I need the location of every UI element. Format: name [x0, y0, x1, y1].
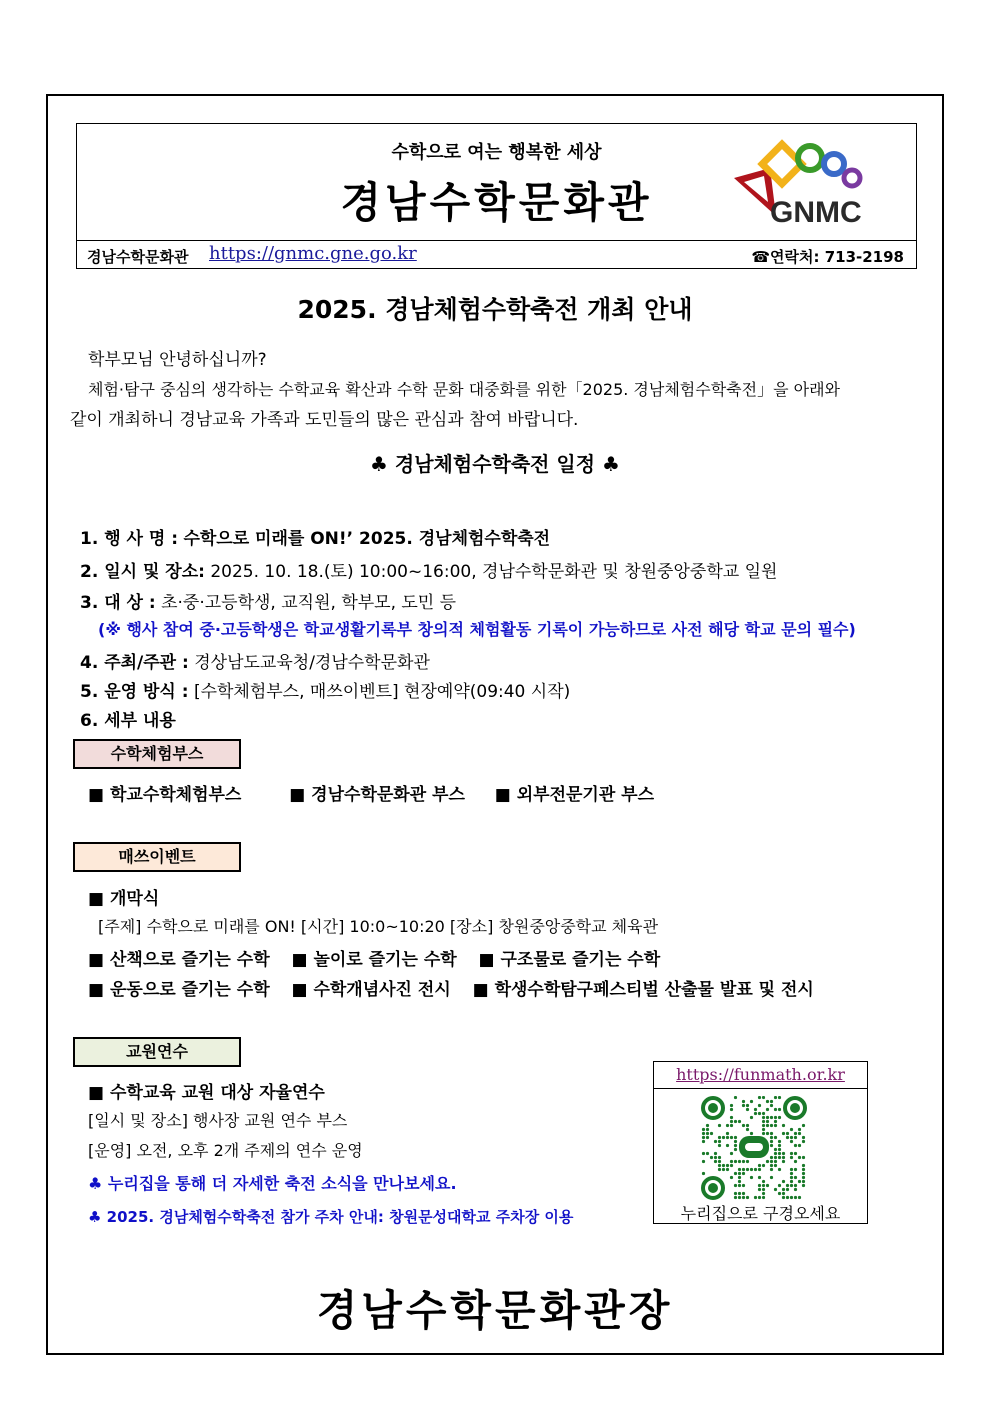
- qr-module: [730, 1136, 733, 1139]
- qr-module: [702, 1160, 705, 1163]
- qr-code[interactable]: [701, 1096, 807, 1200]
- qr-module: [782, 1180, 785, 1183]
- qr-module: [746, 1160, 749, 1163]
- qr-module: [722, 1164, 725, 1167]
- qr-module: [758, 1104, 761, 1107]
- item-operation-value: [수학체험부스, 매쓰이벤트] 현장예약(09:40 시작): [193, 682, 571, 702]
- qr-module: [782, 1192, 785, 1195]
- qr-module: [706, 1128, 709, 1131]
- qr-module: [734, 1184, 737, 1187]
- event-exercise: ■ 운동으로 즐기는 수학: [88, 980, 270, 1000]
- qr-module: [762, 1192, 765, 1195]
- qr-module: [742, 1172, 745, 1175]
- qr-module: [754, 1108, 757, 1111]
- qr-box: [653, 1061, 868, 1224]
- qr-module: [794, 1176, 797, 1179]
- item-operation-label: 5. 운영 방식 :: [80, 682, 189, 702]
- qr-module: [758, 1184, 761, 1187]
- qr-module: [766, 1132, 769, 1135]
- qr-module: [794, 1132, 797, 1135]
- qr-module: [754, 1168, 757, 1171]
- qr-module: [734, 1172, 737, 1175]
- item-host: [80, 648, 430, 673]
- qr-module: [718, 1160, 721, 1163]
- qr-module: [718, 1164, 721, 1167]
- qr-module: [774, 1116, 777, 1119]
- qr-module: [770, 1104, 773, 1107]
- qr-caption: 누리집으로 구경오세요: [680, 1204, 841, 1223]
- qr-module: [774, 1136, 777, 1139]
- qr-module: [790, 1156, 793, 1159]
- qr-module: [770, 1144, 773, 1147]
- schedule-heading: ♣ 경남체험수학축전 일정 ♣: [370, 452, 620, 476]
- qr-module: [702, 1136, 705, 1139]
- qr-module: [794, 1160, 797, 1163]
- item-target-label: 3. 대 상 :: [80, 593, 156, 613]
- qr-module: [738, 1184, 741, 1187]
- qr-module: [758, 1096, 761, 1099]
- event-walk: ■ 산책으로 즐기는 수학: [88, 950, 270, 970]
- item-detail-label: 6. 세부 내용: [80, 711, 176, 731]
- item-event-name: [80, 524, 550, 549]
- qr-module: [802, 1136, 805, 1139]
- qr-module: [702, 1152, 705, 1155]
- qr-module: [750, 1168, 753, 1171]
- header-contact: ☎연락처: 713-2198: [751, 248, 904, 266]
- qr-module: [762, 1180, 765, 1183]
- qr-module: [770, 1124, 773, 1127]
- qr-center-eyes: [745, 1143, 763, 1151]
- qr-module: [786, 1136, 789, 1139]
- qr-module: [794, 1136, 797, 1139]
- qr-module: [770, 1132, 773, 1135]
- qr-module: [790, 1140, 793, 1143]
- logo-text: GNMC: [770, 196, 862, 229]
- qr-module: [766, 1184, 769, 1187]
- qr-module: [738, 1196, 741, 1199]
- qr-module: [802, 1156, 805, 1159]
- qr-module: [702, 1140, 705, 1143]
- qr-module: [702, 1132, 705, 1135]
- qr-module: [790, 1168, 793, 1171]
- qr-module: [758, 1188, 761, 1191]
- qr-module: [746, 1168, 749, 1171]
- qr-module: [802, 1184, 805, 1187]
- qr-module: [758, 1176, 761, 1179]
- item-datetime-label: 2. 일시 및 장소:: [80, 562, 205, 582]
- qr-module: [778, 1168, 781, 1171]
- qr-module: [718, 1140, 721, 1143]
- qr-module: [798, 1196, 801, 1199]
- qr-module: [766, 1116, 769, 1119]
- qr-module: [774, 1148, 777, 1151]
- training-operation: [운영] 오전, 오후 2개 주제의 연수 운영: [88, 1141, 363, 1160]
- qr-module: [798, 1156, 801, 1159]
- booth-item-external: ■ 외부전문기관 부스: [494, 785, 655, 805]
- item-host-value: 경상남도교육청/경남수학문화관: [194, 653, 430, 673]
- event-row-2: [88, 975, 814, 1000]
- header-site-name: 경남수학문화관: [87, 248, 189, 266]
- qr-module: [738, 1180, 741, 1183]
- intro-line-1: 체험·탐구 중심의 생각하는 수학교육 확산과 수학 문화 대중화를 위한「2025. 경남체험수학축전」을 아래와: [88, 380, 840, 399]
- qr-module: [802, 1164, 805, 1167]
- qr-module: [778, 1116, 781, 1119]
- item-event-name-value: 수학으로 미래를 ON!’ 2025. 경남체험수학축전: [183, 529, 551, 549]
- qr-module: [726, 1144, 729, 1147]
- qr-module: [774, 1120, 777, 1123]
- qr-module: [790, 1152, 793, 1155]
- qr-module: [778, 1156, 781, 1159]
- qr-module: [706, 1152, 709, 1155]
- qr-module: [726, 1164, 729, 1167]
- qr-module: [770, 1168, 773, 1171]
- qr-module: [750, 1116, 753, 1119]
- qr-module: [758, 1196, 761, 1199]
- training-item: ■ 수학교육 교원 대상 자율연수: [88, 1083, 325, 1103]
- opening-item: ■ 개막식: [88, 889, 160, 909]
- notice-website: ♣ 누리집을 통해 더 자세한 축전 소식을 만나보세요.: [88, 1174, 457, 1193]
- qr-module: [770, 1156, 773, 1159]
- qr-module: [742, 1192, 745, 1195]
- qr-module: [790, 1180, 793, 1183]
- qr-module: [774, 1096, 777, 1099]
- qr-module: [734, 1136, 737, 1139]
- qr-module: [742, 1124, 745, 1127]
- qr-module: [782, 1188, 785, 1191]
- qr-module: [770, 1160, 773, 1163]
- qr-module: [734, 1192, 737, 1195]
- qr-module: [746, 1196, 749, 1199]
- qr-modules: [702, 1096, 805, 1199]
- qr-module: [746, 1104, 749, 1107]
- qr-module: [766, 1100, 769, 1103]
- qr-module: [770, 1116, 773, 1119]
- qr-module: [798, 1132, 801, 1135]
- qr-module: [710, 1132, 713, 1135]
- booth-items: [88, 780, 654, 805]
- qr-module: [766, 1108, 769, 1111]
- qr-finder-dot: [708, 1103, 718, 1113]
- qr-module: [770, 1140, 773, 1143]
- qr-module: [770, 1100, 773, 1103]
- event-festival: ■ 학생수학탐구페스티벌 산출물 발표 및 전시: [472, 980, 814, 1000]
- qr-module: [730, 1164, 733, 1167]
- qr-module: [718, 1124, 721, 1127]
- item-datetime: [80, 557, 777, 582]
- qr-module: [774, 1160, 777, 1163]
- item-target-value: 초·중·고등학생, 교직원, 학부모, 도민 등: [161, 593, 457, 613]
- target-note: (※ 행사 참여 중·고등학생은 학교생활기록부 창의적 체험활동 기록이 가능하므로 사전 해당 학교 문의 필수): [98, 620, 856, 639]
- opening-detail: [주제] 수학으로 미래를 ON! [시간] 10:0~10:20 [장소] 창원중앙중학교 체육관: [98, 917, 659, 936]
- qr-module: [786, 1184, 789, 1187]
- qr-module: [802, 1176, 805, 1179]
- item-detail: [80, 706, 176, 731]
- qr-module: [790, 1128, 793, 1131]
- qr-module: [774, 1188, 777, 1191]
- qr-module: [738, 1176, 741, 1179]
- qr-module: [762, 1164, 765, 1167]
- qr-module: [738, 1192, 741, 1195]
- qr-module: [794, 1152, 797, 1155]
- qr-module: [762, 1124, 765, 1127]
- qr-module: [734, 1096, 737, 1099]
- training-place: [일시 및 장소] 행사장 교원 연수 부스: [88, 1111, 348, 1130]
- qr-module: [726, 1132, 729, 1135]
- header-box: [76, 123, 917, 269]
- qr-module: [790, 1196, 793, 1199]
- greeting: 학부모님 안녕하십니까?: [88, 350, 267, 370]
- qr-module: [730, 1120, 733, 1123]
- qr-module: [802, 1168, 805, 1171]
- qr-module: [762, 1112, 765, 1115]
- qr-module: [786, 1132, 789, 1135]
- qr-module: [778, 1140, 781, 1143]
- qr-module: [794, 1168, 797, 1171]
- qr-module: [746, 1124, 749, 1127]
- qr-module: [766, 1124, 769, 1127]
- qr-module: [762, 1196, 765, 1199]
- qr-module: [714, 1152, 717, 1155]
- qr-module: [742, 1104, 745, 1107]
- qr-module: [782, 1160, 785, 1163]
- qr-module: [766, 1120, 769, 1123]
- qr-module: [778, 1144, 781, 1147]
- qr-module: [734, 1148, 737, 1151]
- qr-module: [738, 1168, 741, 1171]
- qr-module: [722, 1136, 725, 1139]
- qr-module: [790, 1172, 793, 1175]
- qr-module: [738, 1120, 741, 1123]
- qr-module: [770, 1164, 773, 1167]
- qr-module: [730, 1116, 733, 1119]
- qr-module: [714, 1160, 717, 1163]
- qr-module: [718, 1136, 721, 1139]
- qr-module: [762, 1188, 765, 1191]
- qr-module: [798, 1180, 801, 1183]
- qr-module: [750, 1100, 753, 1103]
- qr-module: [742, 1184, 745, 1187]
- qr-module: [786, 1188, 789, 1191]
- qr-module: [754, 1196, 757, 1199]
- qr-module: [790, 1184, 793, 1187]
- qr-module: [738, 1160, 741, 1163]
- event-photo: ■ 수학개념사진 전시: [291, 980, 451, 1000]
- booth-item-gnmc: ■ 경남수학문화관 부스: [289, 785, 465, 805]
- qr-module: [742, 1196, 745, 1199]
- qr-module: [782, 1124, 785, 1127]
- item-host-label: 4. 주최/주관 :: [80, 653, 189, 673]
- qr-module: [774, 1152, 777, 1155]
- item-datetime-value: 2025. 10. 18.(토) 10:00~16:00, 경남수학문화관 및 창원중앙중학교 일원: [210, 562, 778, 582]
- qr-module: [794, 1184, 797, 1187]
- qr-module: [774, 1108, 777, 1111]
- qr-module: [726, 1136, 729, 1139]
- math-event-tag: 매쓰이벤트: [73, 842, 241, 872]
- qr-module: [778, 1148, 781, 1151]
- training-tag: 교원연수: [73, 1037, 241, 1067]
- qr-module: [742, 1160, 745, 1163]
- qr-module: [778, 1096, 781, 1099]
- qr-module: [782, 1152, 785, 1155]
- booth-item-school: ■ 학교수학체험부스: [88, 785, 242, 805]
- qr-module: [706, 1136, 709, 1139]
- qr-module: [798, 1144, 801, 1147]
- qr-module: [746, 1108, 749, 1111]
- qr-module: [734, 1140, 737, 1143]
- qr-module: [722, 1168, 725, 1171]
- header-title: 경남수학문화관: [340, 178, 653, 227]
- item-target: [80, 588, 456, 613]
- qr-module: [714, 1156, 717, 1159]
- qr-module: [710, 1156, 713, 1159]
- qr-module: [762, 1116, 765, 1119]
- qr-module: [758, 1164, 761, 1167]
- qr-module: [778, 1184, 781, 1187]
- qr-module: [718, 1156, 721, 1159]
- qr-module: [734, 1144, 737, 1147]
- qr-module: [730, 1104, 733, 1107]
- qr-module: [774, 1164, 777, 1167]
- header-site-url[interactable]: https://gnmc.gne.go.kr: [209, 243, 417, 264]
- qr-module: [762, 1128, 765, 1131]
- qr-module: [734, 1196, 737, 1199]
- qr-module: [742, 1100, 745, 1103]
- qr-module: [802, 1172, 805, 1175]
- intro-line-2: 같이 개최하니 경남교육 가족과 도민들의 많은 관심과 참여 바랍니다.: [70, 410, 579, 430]
- qr-module: [798, 1128, 801, 1131]
- qr-module: [762, 1120, 765, 1123]
- qr-module: [730, 1160, 733, 1163]
- document-title: 2025. 경남체험수학축전 개최 안내: [297, 295, 693, 324]
- qr-module: [742, 1168, 745, 1171]
- qr-module: [802, 1140, 805, 1143]
- qr-module: [766, 1160, 769, 1163]
- event-play: ■ 놀이로 즐기는 수학: [291, 950, 457, 970]
- footer-sign: 경남수학문화관장: [316, 1286, 674, 1335]
- qr-module: [762, 1096, 765, 1099]
- header-subtitle: 수학으로 여는 행복한 세상: [391, 142, 602, 163]
- qr-module: [762, 1132, 765, 1135]
- qr-module: [794, 1196, 797, 1199]
- qr-module: [790, 1176, 793, 1179]
- qr-url[interactable]: https://funmath.or.kr: [654, 1062, 867, 1089]
- qr-module: [726, 1168, 729, 1171]
- qr-module: [770, 1136, 773, 1139]
- qr-module: [774, 1124, 777, 1127]
- qr-module: [726, 1124, 729, 1127]
- item-event-name-label: 1. 행 사 명 :: [80, 529, 179, 549]
- qr-module: [706, 1132, 709, 1135]
- qr-module: [702, 1128, 705, 1131]
- qr-module: [750, 1132, 753, 1135]
- qr-module: [778, 1108, 781, 1111]
- qr-module: [750, 1176, 753, 1179]
- qr-finder-dot: [790, 1103, 800, 1113]
- qr-module: [778, 1192, 781, 1195]
- qr-module: [782, 1132, 785, 1135]
- header-divider: [77, 240, 916, 241]
- qr-module: [718, 1144, 721, 1147]
- qr-module: [702, 1172, 705, 1175]
- qr-module: [802, 1124, 805, 1127]
- qr-module: [790, 1136, 793, 1139]
- qr-module: [706, 1124, 709, 1127]
- qr-module: [718, 1168, 721, 1171]
- qr-finder-dot: [708, 1183, 718, 1193]
- notice-parking: ♣ 2025. 경남체험수학축전 참가 주차 안내: 창원문성대학교 주차장 이용: [88, 1208, 574, 1226]
- qr-module: [794, 1144, 797, 1147]
- item-operation: [80, 677, 570, 702]
- qr-module: [762, 1184, 765, 1187]
- qr-module: [778, 1152, 781, 1155]
- booth-tag: 수학체험부스: [73, 739, 241, 769]
- qr-module: [802, 1180, 805, 1183]
- qr-module: [770, 1176, 773, 1179]
- event-structure: ■ 구조물로 즐기는 수학: [478, 950, 661, 970]
- qr-module: [730, 1152, 733, 1155]
- gnmc-logo: [730, 138, 880, 238]
- qr-module: [774, 1156, 777, 1159]
- qr-module: [730, 1176, 733, 1179]
- qr-module: [738, 1172, 741, 1175]
- qr-module: [746, 1128, 749, 1131]
- qr-module: [782, 1156, 785, 1159]
- qr-module: [734, 1120, 737, 1123]
- qr-module: [730, 1108, 733, 1111]
- qr-module: [758, 1168, 761, 1171]
- qr-module: [734, 1160, 737, 1163]
- qr-module: [782, 1196, 785, 1199]
- qr-module: [754, 1112, 757, 1115]
- qr-module: [730, 1124, 733, 1127]
- qr-module: [758, 1112, 761, 1115]
- event-row-1: [88, 945, 660, 970]
- qr-module: [786, 1196, 789, 1199]
- qr-module: [714, 1140, 717, 1143]
- qr-module: [794, 1188, 797, 1191]
